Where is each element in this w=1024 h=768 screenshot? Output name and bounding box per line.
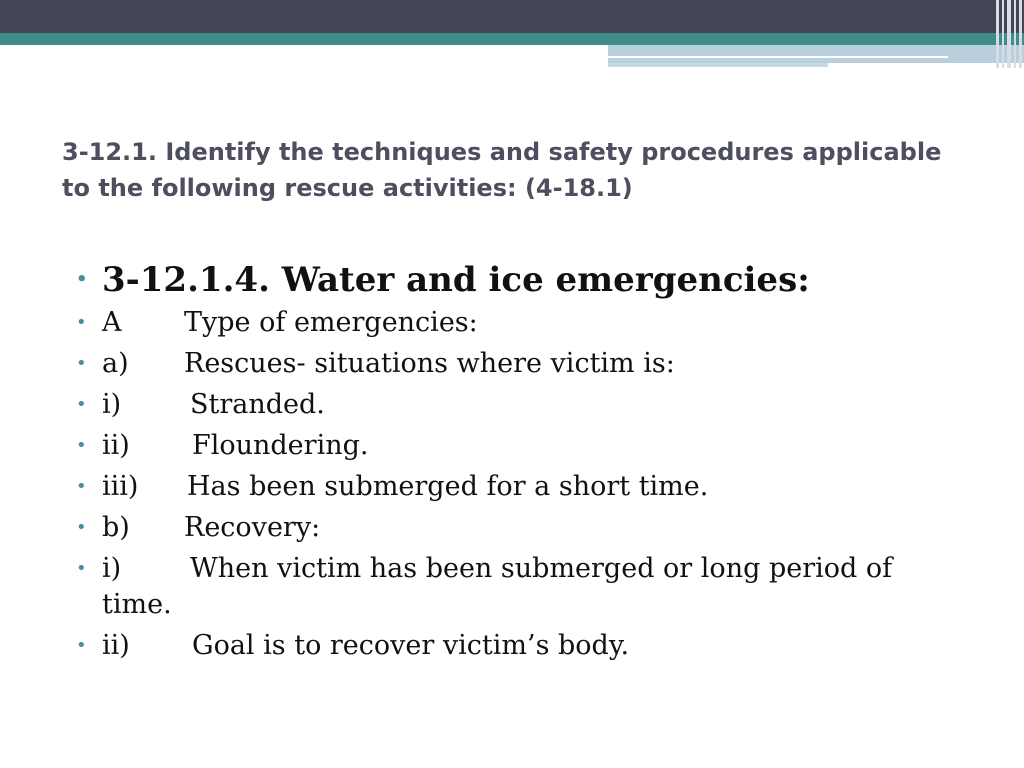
item-text: Goal is to recover victim’s body.	[192, 630, 630, 661]
header-accent-underline	[608, 63, 828, 67]
header-accent-bar	[608, 45, 1024, 63]
list-item	[70, 551, 970, 623]
item-marker: a)	[102, 348, 129, 379]
list-item	[70, 387, 970, 423]
bullet-list	[70, 258, 970, 669]
header-accent-line	[608, 56, 948, 58]
item-text: Stranded.	[190, 389, 325, 420]
header-teal-bar	[0, 33, 1024, 45]
item-marker: ii)	[102, 630, 130, 661]
item-text: When victim has been submerged or long period of time.	[102, 553, 893, 620]
item-marker: ii)	[102, 430, 130, 461]
slide-title: 3-12.1. Identify the techniques and safety procedures applicable to the following rescue activities: (4-18.1)	[62, 138, 942, 202]
header-dark-bar	[0, 0, 1024, 33]
bullet-icon: •	[76, 476, 87, 497]
bullet-icon: •	[76, 312, 87, 333]
list-item	[70, 346, 970, 382]
bullet-icon: •	[76, 353, 87, 374]
item-marker: i)	[102, 389, 122, 420]
list-item	[70, 428, 970, 464]
heading-text: 3-12.1.4. Water and ice emergencies:	[102, 260, 810, 300]
bullet-icon: •	[76, 635, 87, 656]
item-text: Has been submerged for a short time.	[187, 471, 709, 502]
item-text: Floundering.	[192, 430, 369, 461]
item-marker: b)	[102, 512, 130, 543]
bullet-icon: •	[76, 394, 87, 415]
item-text: Type of emergencies:	[184, 307, 478, 338]
item-text: Recovery:	[184, 512, 321, 543]
bullet-icon: •	[76, 517, 87, 538]
item-marker: i)	[102, 553, 122, 584]
header-vertical-stripes	[994, 0, 1024, 68]
bullet-icon: •	[76, 269, 88, 290]
list-item	[70, 510, 970, 546]
bullet-icon: •	[76, 558, 87, 579]
list-item	[70, 305, 970, 341]
item-marker: iii)	[102, 471, 139, 502]
list-item	[70, 469, 970, 505]
list-heading	[70, 258, 970, 302]
item-marker: A	[102, 307, 122, 338]
bullet-icon: •	[76, 435, 87, 456]
item-text: Rescues- situations where victim is:	[184, 348, 675, 379]
list-item	[70, 628, 970, 664]
